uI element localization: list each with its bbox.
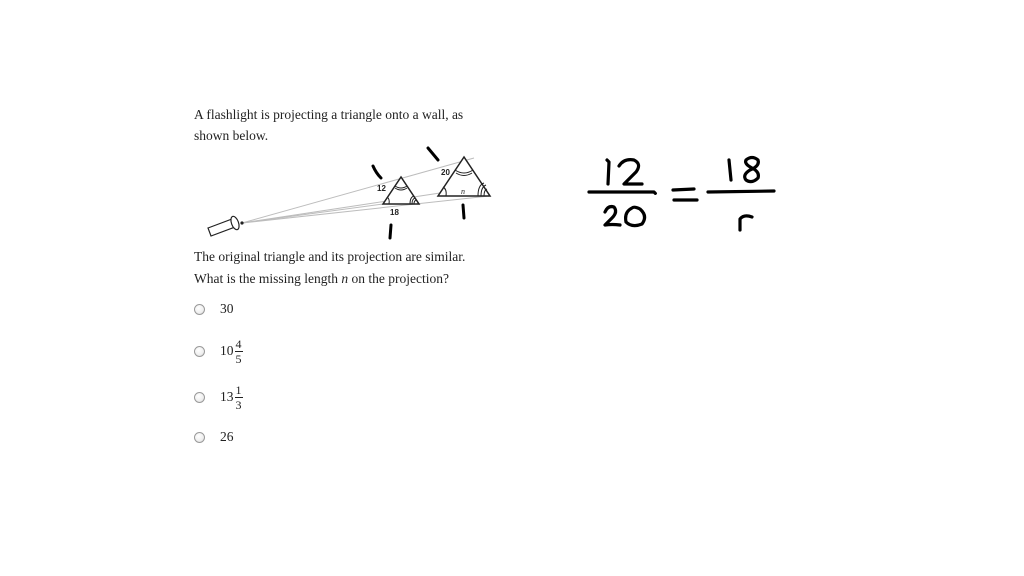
radio-button[interactable] bbox=[194, 304, 205, 315]
choice-13-1-3[interactable] bbox=[194, 382, 243, 412]
choice-label: 30 bbox=[220, 301, 234, 316]
handwritten-proportion bbox=[580, 150, 790, 245]
choice-26[interactable] bbox=[194, 422, 234, 452]
svg-text:n: n bbox=[461, 187, 465, 196]
question-prompt bbox=[194, 104, 504, 146]
svg-text:20: 20 bbox=[441, 168, 450, 177]
radio-button[interactable] bbox=[194, 432, 205, 443]
followup-line-2: What is the missing length n on the projection? bbox=[194, 271, 449, 286]
followup-line-1: The original triangle and its projection are similar. bbox=[194, 249, 466, 264]
svg-text:12: 12 bbox=[377, 184, 386, 193]
choice-30[interactable] bbox=[194, 294, 234, 324]
svg-text:18: 18 bbox=[390, 208, 399, 217]
flashlight-figure bbox=[194, 143, 504, 248]
choice-label: 26 bbox=[220, 429, 234, 444]
variable-n: n bbox=[341, 271, 349, 286]
choice-label: 13 $\frac{1}{3}$ bbox=[220, 382, 242, 412]
choice-label: 10 $\frac{4}{5}$ bbox=[220, 336, 242, 366]
prompt-line-1: A flashlight is projecting a triangle onto a wall, as bbox=[194, 107, 464, 122]
fraction: $\frac{4}{5}$ bbox=[235, 336, 242, 366]
followup-question bbox=[194, 246, 514, 290]
radio-button[interactable] bbox=[194, 392, 205, 403]
fraction: $\frac{1}{3}$ bbox=[235, 382, 242, 412]
radio-button[interactable] bbox=[194, 346, 205, 357]
choice-10-4-5[interactable] bbox=[194, 336, 243, 366]
prompt-line-2: shown below. bbox=[194, 128, 269, 143]
flashlight-icon bbox=[208, 215, 241, 236]
